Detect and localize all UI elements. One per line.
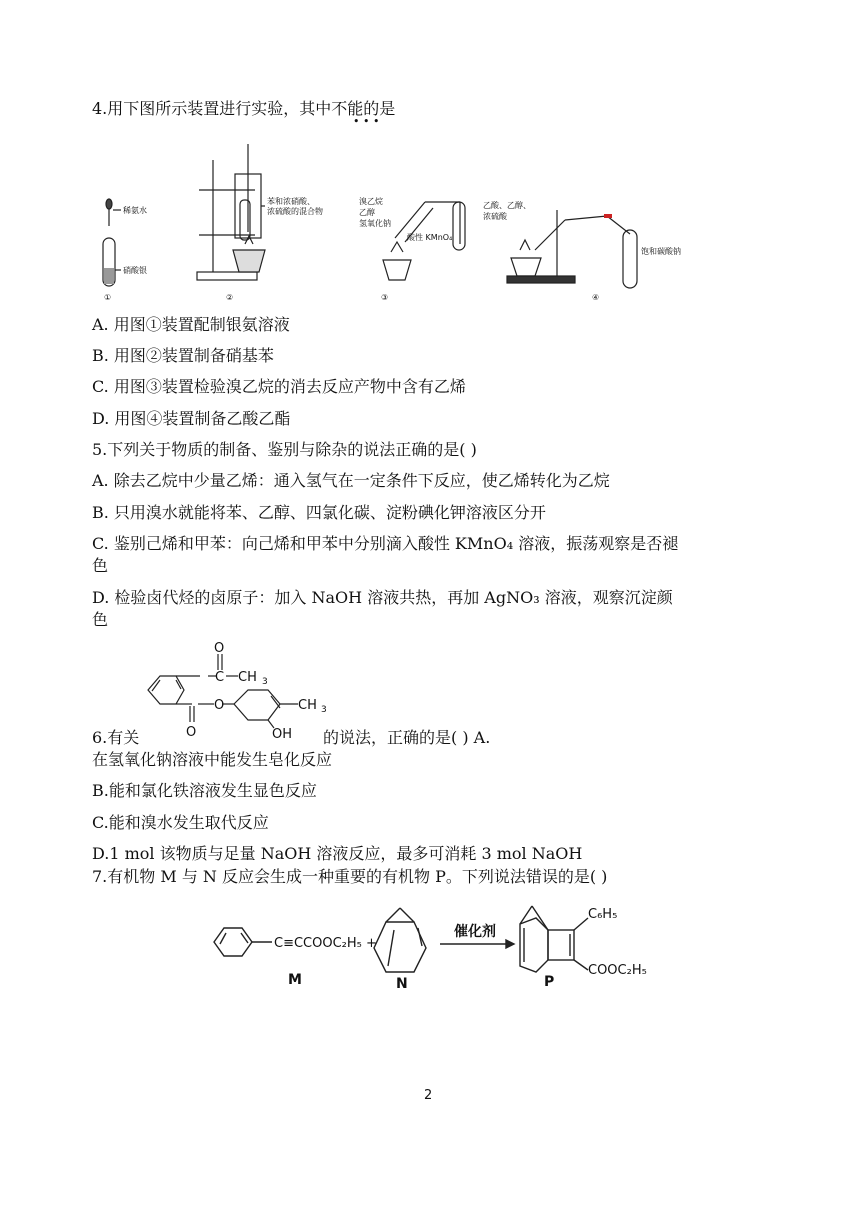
label-mix1: 苯和浓硝酸、 bbox=[267, 197, 315, 206]
q4-stem: 4.用下图所示装置进行实验，其中不能的是 bbox=[92, 99, 396, 118]
q4-option-b: B. 用图②装置制备硝基苯 bbox=[92, 346, 274, 365]
fig-num-3: ③ bbox=[381, 293, 389, 302]
q6-molecule-structure bbox=[138, 640, 328, 744]
q4-option-d: D. 用图④装置制备乙酸乙酯 bbox=[92, 409, 291, 428]
label-r1: 溴乙烷 bbox=[359, 197, 383, 206]
mol-o3: O bbox=[214, 698, 225, 713]
m-formula: C≡CCOOC₂H₅ + bbox=[274, 936, 377, 951]
label-catalyst: 催化剂 bbox=[454, 924, 496, 940]
label-na: 饱和碳酸钠 bbox=[641, 247, 681, 256]
label-silver: 硝酸银 bbox=[123, 266, 147, 275]
q7-reaction-scheme bbox=[208, 900, 668, 992]
q6-stem-pre: 6.有关 bbox=[92, 728, 140, 747]
q5-option-c: C. 鉴别己烯和甲苯：向己烯和甲苯中分别滴入酸性 KMnO₄ 溶液，振荡观察是否褪 bbox=[92, 534, 679, 553]
mol-o2: O bbox=[186, 725, 197, 740]
emphasis-dots: • • • bbox=[353, 115, 380, 128]
q6-option-b: B.能和氯化铁溶液发生显色反应 bbox=[92, 781, 317, 800]
apparatus-2 bbox=[197, 144, 265, 280]
label-water: 稀氨水 bbox=[123, 206, 147, 215]
q4-option-a: A. 用图①装置配制银氨溶液 bbox=[92, 315, 290, 334]
q5-option-c-cont: 色 bbox=[92, 556, 109, 575]
q4-apparatus-figure bbox=[95, 140, 705, 308]
p-cooc2h5: COOC₂H₅ bbox=[588, 963, 647, 978]
q5-option-d-cont: 色 bbox=[92, 610, 109, 629]
q5-option-d: D. 检验卤代烃的卤原子：加入 NaOH 溶液共热，再加 AgNO₃ 溶液，观察沉淀颜 bbox=[92, 588, 673, 607]
q6-option-d: D.1 mol 该物质与足量 NaOH 溶液反应，最多可消耗 3 mol NaOH bbox=[92, 844, 583, 863]
q7-stem: 7.有机物 M 与 N 反应会生成一种重要的有机物 P。下列说法错误的是( ) bbox=[92, 867, 608, 886]
label-m: M bbox=[288, 972, 302, 988]
label-e2: 浓硫酸 bbox=[483, 212, 507, 221]
apparatus-4 bbox=[507, 210, 637, 288]
q5-option-a: A. 除去乙烷中少量乙烯：通入氢气在一定条件下反应，使乙烯转化为乙烷 bbox=[92, 471, 610, 490]
label-r2: 乙醇 bbox=[359, 208, 375, 217]
q6-stem-post: 的说法，正确的是( ) A. bbox=[323, 728, 491, 747]
mol-ch3: CH bbox=[298, 698, 317, 713]
page-number: 2 bbox=[424, 1088, 433, 1103]
label-kmno4: 酸性 KMnO₄ bbox=[407, 233, 453, 242]
label-mix2: 浓硫酸的混合物 bbox=[267, 207, 323, 216]
label-e1: 乙酸、乙醇、 bbox=[483, 201, 531, 210]
mol-c: C bbox=[215, 670, 225, 685]
q6-option-c: C.能和溴水发生取代反应 bbox=[92, 813, 269, 832]
label-p: P bbox=[544, 974, 555, 990]
mol-oh: OH bbox=[272, 727, 293, 742]
label-n: N bbox=[396, 976, 408, 992]
q6-option-a: 在氢氧化钠溶液中能发生皂化反应 bbox=[92, 750, 333, 769]
apparatus-1 bbox=[103, 199, 121, 286]
mol-o1: O bbox=[214, 641, 225, 656]
q4-option-c: C. 用图③装置检验溴乙烷的消去反应产物中含有乙烯 bbox=[92, 377, 466, 396]
label-r3: 氢氧化钠 bbox=[359, 219, 391, 228]
fig-num-2: ② bbox=[226, 293, 234, 302]
q5-option-b: B. 只用溴水就能将苯、乙醇、四氯化碳、淀粉碘化钾溶液区分开 bbox=[92, 503, 546, 522]
q5-stem: 5.下列关于物质的制备、鉴别与除杂的说法正确的是( ) bbox=[92, 440, 477, 459]
mol-3: 3 bbox=[321, 705, 327, 715]
fig-num-4: ④ bbox=[592, 293, 600, 302]
fig-num-1: ① bbox=[104, 293, 112, 302]
mol-ch3-top: CH bbox=[238, 670, 257, 685]
p-c6h5: C₆H₅ bbox=[588, 907, 618, 922]
mol-3-top: 3 bbox=[262, 677, 268, 687]
